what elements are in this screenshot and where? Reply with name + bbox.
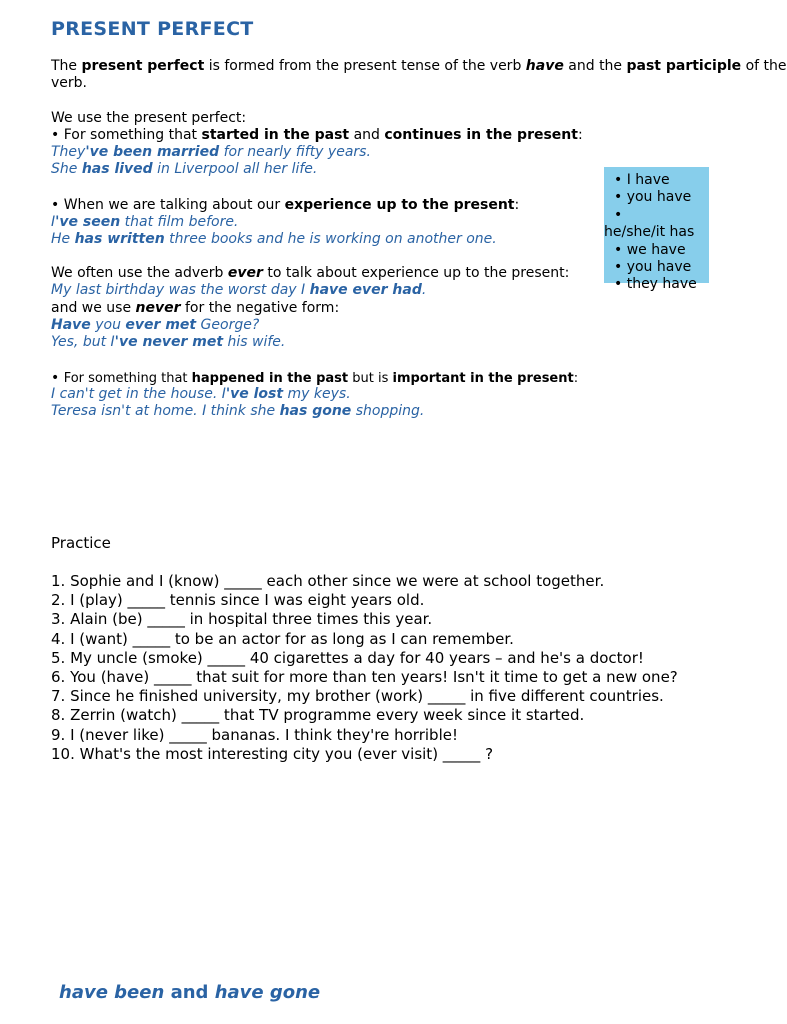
text: George? [196,317,260,333]
text: shopping. [351,403,425,419]
text: my keys. [283,386,351,402]
example-2-1 [51,214,238,231]
verb: have ever had [309,282,422,298]
practice-item: 8. Zerrin (watch) _____ that TV programme every week since it started. [51,706,585,725]
term-never: never [135,300,181,316]
text: to talk about experience up to the present: [262,265,570,281]
conjugation-item: he/she/it has [604,224,695,241]
verb: 've lost [225,386,284,402]
intro-line-2: verb. [51,75,87,91]
page-title: PRESENT PERFECT [51,18,254,40]
verb: 've been married [85,144,220,160]
verb: has lived [81,161,153,177]
example-2-2 [51,231,497,248]
section-title-have-been-have-gone [59,982,320,1003]
text: and [164,982,215,1003]
text: She [51,161,82,177]
text: My last birthday was the worst day I [51,282,310,298]
text: have gone [214,982,321,1003]
text: in Liverpool all her life. [152,161,318,177]
text: you [90,317,126,333]
practice-item: 7. Since he finished university, my brother (work) _____ in five different countries. [51,687,664,706]
text: for nearly fifty years. [219,144,371,160]
text: : [573,371,579,386]
verb: has written [74,231,165,247]
text: • When we are talking about our [51,197,285,213]
text: For something that [63,371,192,386]
conjugation-item: • [614,206,623,223]
text: his wife. [223,334,286,350]
ever-rule [51,265,569,282]
term-present-perfect: present perfect [81,58,205,74]
conjugation-box [604,167,709,293]
text: Teresa isn't at home. I think she [51,403,280,419]
example-never-2 [51,334,285,351]
use-heading: We use the present perfect: [51,110,247,126]
practice-item: 6. You (have) _____ that suit for more than ten years! Isn't it time to get a new one? [51,668,678,687]
text: of the [741,58,787,74]
text: is formed from the present tense of the verb [204,58,526,74]
rule-1 [51,127,583,144]
example-1-1 [51,144,371,161]
text: : [514,197,520,213]
conjugation-item: • you have [614,189,692,206]
verb: has gone [279,403,352,419]
practice-heading: Practice [51,534,111,552]
text: He [51,231,75,247]
text: and we use [51,300,136,316]
verb: Have [51,317,91,333]
text: We often use the adverb [51,265,228,281]
term: started in the past [201,127,350,143]
text: for the negative form: [180,300,340,316]
never-rule [51,300,339,317]
conjugation-item: • you have [614,259,692,276]
conjugation-item: • I have [614,172,670,188]
example-ever [51,282,426,299]
verb: 've seen [55,214,121,230]
rule-2 [51,197,519,214]
text: : [577,127,583,143]
text: have been [59,982,165,1003]
term-have: have [525,58,564,74]
term: happened in the past [191,371,349,386]
text: • For something that [51,127,202,143]
term: important in the present [392,371,574,386]
practice-item: 10. What's the most interesting city you (ever visit) _____ ? [51,744,494,763]
text: Yes, but I [51,334,115,350]
verb: 've never met [114,334,224,350]
text: The [51,58,82,74]
term: continues in the present [384,127,578,143]
text: and [349,127,385,143]
text: . [421,282,427,298]
term-past-participle: past participle [626,58,742,74]
term: experience up to the present [284,197,515,213]
example-3-2 [51,403,424,420]
practice-item: 2. I (play) _____ tennis since I was eight years old. [51,591,425,610]
text: I [51,214,56,230]
text: but is [348,371,393,386]
conjugation-item: • they have [614,276,697,293]
example-1-2 [51,161,317,178]
text: • [51,370,64,386]
intro-line-1 [51,58,787,75]
practice-item: 3. Alain (be) _____ in hospital three times this year. [51,610,433,629]
practice-item: 9. I (never like) _____ bananas. I think they're horrible! [51,725,458,744]
text: They [51,144,86,160]
practice-item: 1. Sophie and I (know) _____ each other since we were at school together. [51,572,605,590]
practice-item: 4. I (want) _____ to be an actor for as long as I can remember. [51,629,514,648]
example-3-1 [51,386,351,403]
text: that film before. [120,214,239,230]
text: three books and he is working on another one. [164,231,497,247]
text: I can't get in the house. I [51,386,226,402]
practice-item: 5. My uncle (smoke) _____ 40 cigarettes a day for 40 years – and he's a doctor! [51,648,644,667]
practice-list [51,572,701,764]
rule-3 [51,370,578,387]
verb: ever met [125,317,197,333]
term-ever: ever [227,265,263,281]
text: and the [563,58,627,74]
conjugation-item: • we have [614,241,686,258]
example-never-1 [51,317,259,334]
